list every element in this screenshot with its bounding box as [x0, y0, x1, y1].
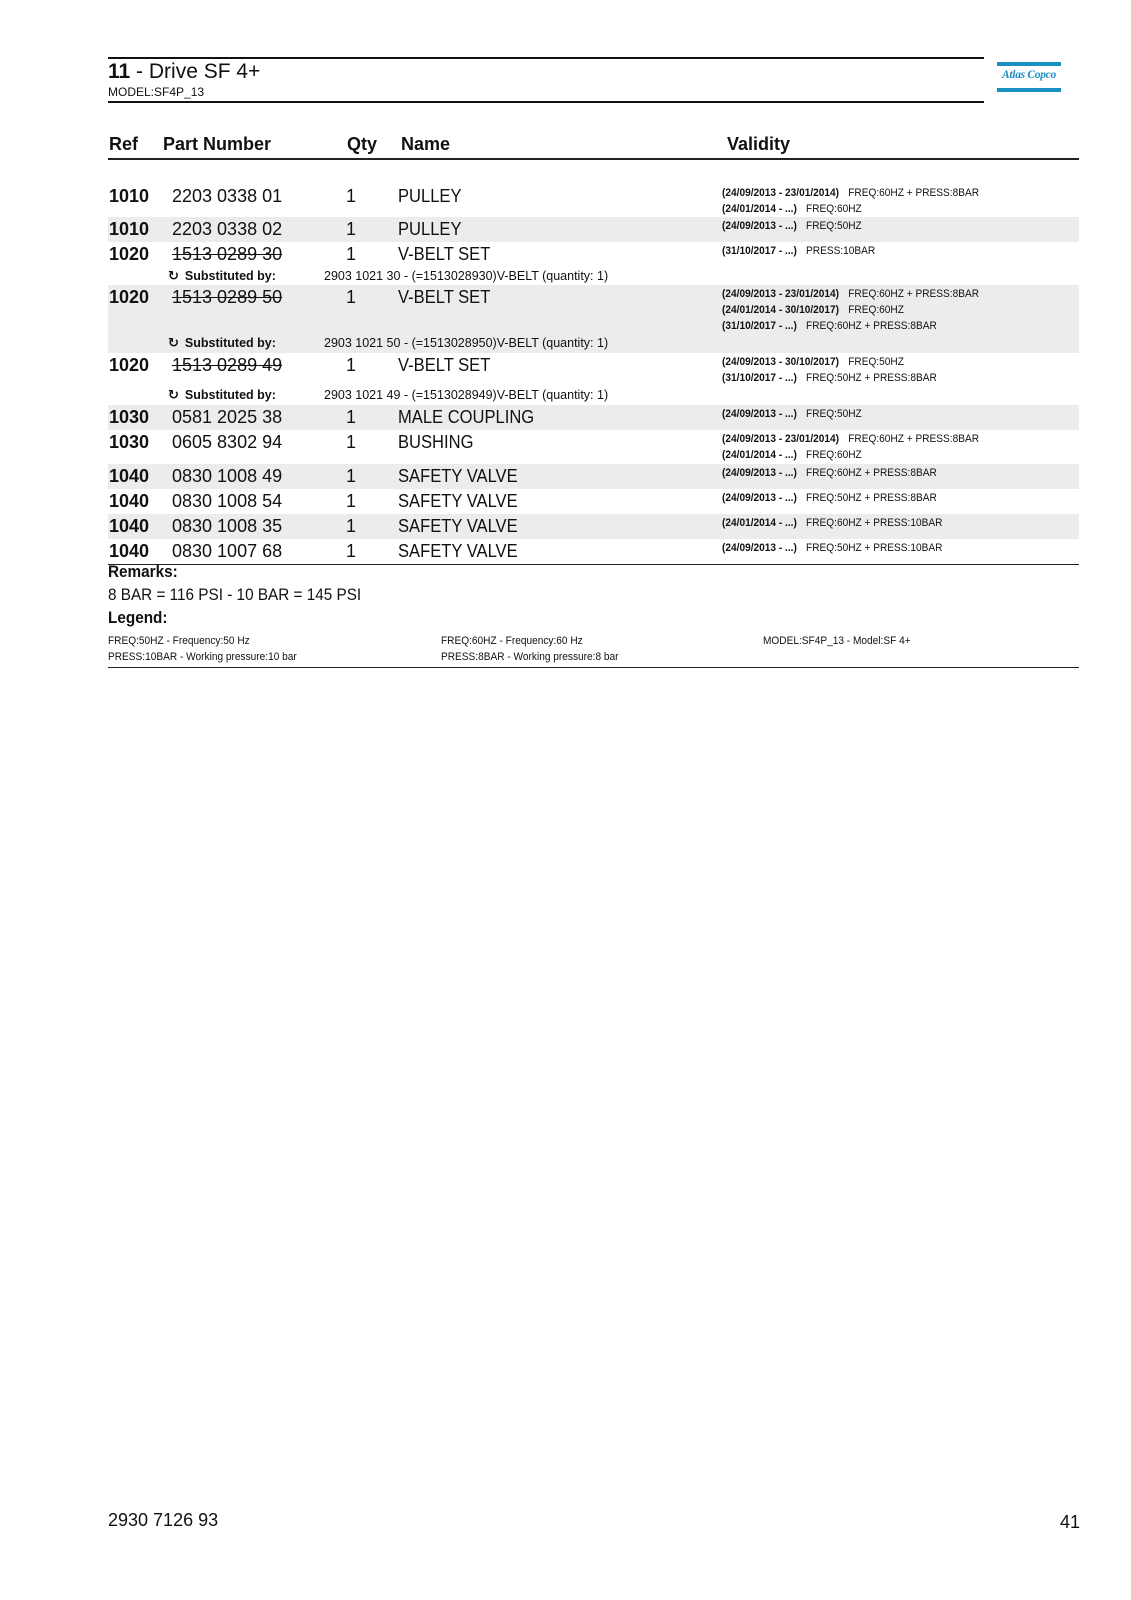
validity-condition: PRESS:10BAR	[806, 245, 876, 257]
ref-cell: 1030	[109, 407, 150, 427]
validity-condition: FREQ:60HZ + PRESS:8BAR	[848, 187, 980, 199]
name-cell: PULLEY	[398, 186, 462, 206]
name-cell: V-BELT SET	[398, 355, 491, 375]
remarks-text: 8 BAR = 116 PSI - 10 BAR = 145 PSI	[108, 585, 362, 604]
table-row	[108, 489, 1079, 514]
validity-line	[722, 465, 937, 481]
validity-period: (24/01/2014 - ...)	[722, 449, 797, 461]
validity-condition: FREQ:50HZ	[848, 356, 904, 368]
validity-line	[722, 201, 862, 217]
name-cell: PULLEY	[398, 219, 462, 239]
legend-heading: Legend:	[108, 608, 168, 627]
table-row	[108, 405, 1079, 430]
validity-line	[722, 370, 937, 386]
validity-line	[722, 243, 875, 259]
validity-period: (24/09/2013 - ...)	[722, 220, 797, 232]
validity-period: (24/09/2013 - ...)	[722, 408, 797, 420]
section-title	[108, 60, 260, 84]
table-row	[108, 514, 1079, 539]
validity-condition: FREQ:60HZ + PRESS:8BAR	[806, 467, 937, 479]
qty-cell: 1	[346, 355, 357, 375]
validity-condition: FREQ:50HZ + PRESS:8BAR	[806, 492, 937, 504]
name-cell: SAFETY VALVE	[398, 541, 518, 561]
substituted-part: 2903 1021 50 - (=1513028950)V-BELT (quantity: 1)	[324, 336, 609, 350]
validity-condition: FREQ:50HZ + PRESS:8BAR	[806, 372, 937, 384]
table-row	[108, 242, 1079, 285]
ref-cell: 1040	[109, 466, 150, 486]
validity-condition: FREQ:60HZ + PRESS:8BAR	[806, 320, 937, 332]
col-name: Name	[401, 134, 451, 154]
legend-item: MODEL:SF4P_13 - Model:SF 4+	[763, 635, 911, 647]
col-ref: Ref	[109, 134, 139, 154]
name-cell: SAFETY VALVE	[398, 516, 518, 536]
validity-period: (31/10/2017 - ...)	[722, 372, 797, 384]
table-row	[108, 353, 1079, 405]
name-cell: BUSHING	[398, 432, 474, 452]
validity-condition: FREQ:60HZ + PRESS:8BAR	[848, 433, 980, 445]
substituted-label	[168, 335, 276, 351]
substitution-icon: ↻	[168, 387, 179, 402]
validity-line	[722, 218, 862, 234]
part-number-cell: 0581 2025 38	[172, 407, 283, 427]
substituted-label-text: Substituted by:	[184, 269, 276, 283]
validity-line	[722, 490, 937, 506]
col-validity: Validity	[727, 134, 791, 154]
substituted-part: 2903 1021 30 - (=1513028930)V-BELT (quantity: 1)	[324, 269, 609, 283]
qty-cell: 1	[346, 432, 357, 452]
document-number: 2930 7126 93	[108, 1510, 219, 1530]
page-number: 41	[1060, 1512, 1081, 1532]
part-number-cell: 1513 0289 30	[172, 244, 283, 264]
validity-period: (24/09/2013 - 23/01/2014)	[722, 187, 840, 199]
part-number-cell: 1513 0289 50	[172, 287, 283, 307]
brand-logo	[997, 62, 1061, 94]
validity-line	[722, 318, 937, 334]
ref-cell: 1020	[109, 244, 150, 264]
qty-cell: 1	[346, 219, 357, 239]
name-cell: SAFETY VALVE	[398, 466, 518, 486]
validity-period: (24/09/2013 - 30/10/2017)	[722, 356, 840, 368]
section-name: - Drive SF 4+	[136, 60, 261, 83]
table-row	[108, 183, 1079, 217]
name-cell: V-BELT SET	[398, 287, 491, 307]
validity-period: (31/10/2017 - ...)	[722, 245, 797, 257]
qty-cell: 1	[346, 491, 357, 511]
legend-item: FREQ:60HZ - Frequency:60 Hz	[441, 635, 583, 647]
validity-line	[722, 515, 942, 531]
part-number-cell: 2203 0338 02	[172, 219, 283, 239]
part-number-cell: 0830 1007 68	[172, 541, 283, 561]
col-qty: Qty	[347, 134, 378, 154]
table-row	[108, 285, 1079, 353]
section-number: 11	[108, 60, 131, 83]
logo-text: Atlas Copco	[1002, 69, 1056, 81]
validity-condition: FREQ:60HZ	[806, 449, 862, 461]
qty-cell: 1	[346, 516, 357, 536]
validity-condition: FREQ:50HZ	[806, 220, 862, 232]
validity-period: (24/09/2013 - 23/01/2014)	[722, 433, 840, 445]
validity-period: (24/09/2013 - 23/01/2014)	[722, 288, 840, 300]
validity-period: (24/01/2014 - 30/10/2017)	[722, 304, 840, 316]
model-label: MODEL:SF4P_13	[108, 85, 205, 99]
substituted-label-text: Substituted by:	[184, 336, 276, 350]
validity-period: (24/09/2013 - ...)	[722, 467, 797, 479]
header-rule	[108, 158, 1079, 160]
legend-end-rule	[108, 667, 1079, 668]
validity-line	[722, 302, 904, 318]
validity-period: (24/09/2013 - ...)	[722, 542, 797, 554]
table-row	[108, 217, 1079, 242]
substituted-part: 2903 1021 49 - (=1513028949)V-BELT (quantity: 1)	[324, 388, 609, 402]
logo-bar-top	[997, 62, 1061, 66]
validity-period: (24/01/2014 - ...)	[722, 203, 797, 215]
qty-cell: 1	[346, 244, 357, 264]
validity-condition: FREQ:60HZ	[806, 203, 862, 215]
validity-period: (24/09/2013 - ...)	[722, 492, 797, 504]
validity-line	[722, 406, 862, 422]
qty-cell: 1	[346, 287, 357, 307]
validity-period: (24/01/2014 - ...)	[722, 517, 797, 529]
qty-cell: 1	[346, 186, 357, 206]
substituted-label-text: Substituted by:	[184, 388, 276, 402]
validity-line	[722, 185, 979, 201]
table-end-rule	[108, 564, 1079, 565]
qty-cell: 1	[346, 541, 357, 561]
name-cell: MALE COUPLING	[398, 407, 535, 427]
remarks-heading: Remarks:	[108, 562, 178, 581]
legend-item: PRESS:8BAR - Working pressure:8 bar	[441, 651, 619, 663]
ref-cell: 1010	[109, 219, 150, 239]
part-number-cell: 0830 1008 35	[172, 516, 283, 536]
logo-bar-bottom	[997, 88, 1061, 92]
validity-line	[722, 447, 862, 463]
name-cell: V-BELT SET	[398, 244, 491, 264]
part-number-cell: 2203 0338 01	[172, 186, 283, 206]
validity-line	[722, 540, 942, 556]
ref-cell: 1040	[109, 516, 150, 536]
validity-line	[722, 286, 979, 302]
ref-cell: 1020	[109, 355, 150, 375]
table-row	[108, 430, 1079, 464]
validity-line	[722, 354, 904, 370]
legend-item: FREQ:50HZ - Frequency:50 Hz	[108, 635, 250, 647]
qty-cell: 1	[346, 407, 357, 427]
name-cell: SAFETY VALVE	[398, 491, 518, 511]
page-header	[108, 57, 984, 103]
qty-cell: 1	[346, 466, 357, 486]
part-number-cell: 0605 8302 94	[172, 432, 283, 452]
ref-cell: 1030	[109, 432, 150, 452]
part-number-cell: 1513 0289 49	[172, 355, 283, 375]
part-number-cell: 0830 1008 54	[172, 491, 283, 511]
table-row	[108, 539, 1079, 564]
validity-line	[722, 431, 979, 447]
substitution-icon: ↻	[168, 268, 179, 283]
table-row	[108, 464, 1079, 489]
validity-condition: FREQ:60HZ + PRESS:10BAR	[806, 517, 943, 529]
ref-cell: 1010	[109, 186, 150, 206]
substitution-icon: ↻	[168, 335, 179, 350]
col-part-number: Part Number	[163, 134, 272, 154]
validity-condition: FREQ:50HZ	[806, 408, 862, 420]
validity-condition: FREQ:60HZ	[848, 304, 904, 316]
substituted-label	[168, 268, 276, 284]
ref-cell: 1040	[109, 491, 150, 511]
validity-condition: FREQ:50HZ + PRESS:10BAR	[806, 542, 943, 554]
legend-item: PRESS:10BAR - Working pressure:10 bar	[108, 651, 297, 663]
ref-cell: 1020	[109, 287, 150, 307]
validity-period: (31/10/2017 - ...)	[722, 320, 797, 332]
ref-cell: 1040	[109, 541, 150, 561]
part-number-cell: 0830 1008 49	[172, 466, 283, 486]
validity-condition: FREQ:60HZ + PRESS:8BAR	[848, 288, 980, 300]
substituted-label	[168, 387, 276, 403]
